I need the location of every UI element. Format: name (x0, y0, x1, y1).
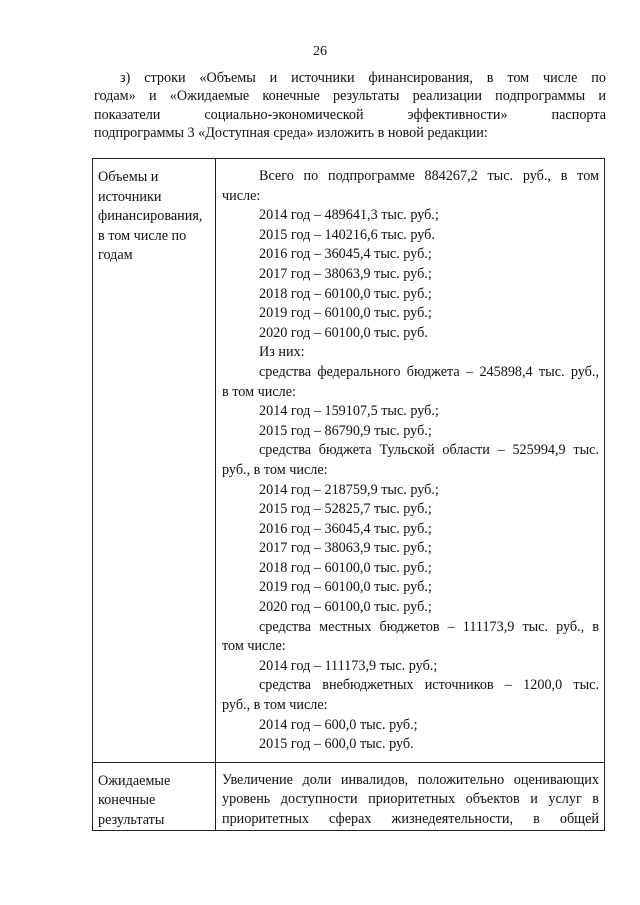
financing-line: 2018 год – 60100,0 тыс. руб.; (259, 285, 432, 302)
financing-line: 2015 год – 86790,9 тыс. руб.; (259, 422, 432, 439)
table-row-results (93, 762, 605, 831)
page-number: 26 (313, 44, 327, 59)
intro-line: показатели социально-экономической эффективности» паспорта (94, 106, 606, 123)
financing-line: числе: (222, 187, 261, 204)
financing-line: руб., в том числе: (222, 461, 328, 478)
financing-value-cell (216, 159, 605, 763)
financing-line: в том числе: (222, 383, 296, 400)
results-line: приоритетных сферах жизнедеятельности, в общей (222, 811, 599, 827)
intro-line: з) строки «Объемы и источники финансирования, в том числе по (120, 70, 606, 86)
passport-table (92, 158, 605, 831)
financing-line: 2019 год – 60100,0 тыс. руб.; (259, 305, 432, 322)
financing-line: Всего по подпрограмме 884267,2 тыс. руб., в том (259, 168, 599, 184)
financing-lines (222, 167, 599, 755)
financing-line: 2017 год – 38063,9 тыс. руб.; (259, 265, 432, 282)
financing-line: средства внебюджетных источников – 1200,0 тыс. (259, 677, 599, 694)
financing-line: 2014 год – 600,0 тыс. руб.; (259, 716, 418, 733)
financing-line: 2015 год – 52825,7 тыс. руб.; (259, 501, 432, 518)
financing-line: средства бюджета Тульской области – 525994,9 тыс. (259, 442, 599, 459)
financing-line: средства местных бюджетов – 111173,9 тыс. руб., в (259, 618, 599, 635)
table-row-financing (93, 159, 605, 763)
financing-line: 2014 год – 218759,9 тыс. руб.; (259, 481, 439, 498)
intro-line: подпрограммы 3 «Доступная среда» изложить в новой редакции: (94, 124, 488, 141)
results-label-cell (93, 762, 216, 831)
financing-line: 2016 год – 36045,4 тыс. руб.; (259, 520, 432, 537)
intro-paragraph (94, 69, 606, 142)
financing-line: 2015 год – 600,0 тыс. руб. (259, 736, 414, 753)
financing-line: 2015 год – 140216,6 тыс. руб. (259, 226, 435, 243)
results-line: уровень доступности приоритетных объектов и услуг в (222, 791, 599, 808)
financing-line: 2018 год – 60100,0 тыс. руб.; (259, 559, 432, 576)
financing-line: 2014 год – 159107,5 тыс. руб.; (259, 403, 439, 420)
financing-line: 2020 год – 60100,0 тыс. руб. (259, 324, 428, 341)
financing-line: средства федерального бюджета – 245898,4 тыс. руб., (259, 363, 599, 380)
intro-line: годам» и «Ожидаемые конечные результаты реализации подпрограммы и (94, 88, 606, 105)
financing-line: 2017 год – 38063,9 тыс. руб.; (259, 540, 432, 557)
financing-label: Объемы и источники финансирования, в том числе по годам (98, 169, 203, 263)
financing-line: Из них: (259, 344, 305, 361)
financing-line: 2020 год – 60100,0 тыс. руб.; (259, 599, 432, 616)
financing-line: 2014 год – 489641,3 тыс. руб.; (259, 207, 439, 224)
results-label: Ожидаемые конечные результаты (98, 772, 171, 828)
results-line: Увеличение доли инвалидов, положительно оценивающих (222, 771, 599, 788)
financing-line: 2016 год – 36045,4 тыс. руб.; (259, 246, 432, 263)
financing-line: том числе: (222, 638, 286, 655)
financing-line: 2014 год – 111173,9 тыс. руб.; (259, 657, 438, 674)
results-value-cell (216, 762, 605, 831)
financing-label-cell (93, 159, 216, 763)
financing-line: 2019 год – 60100,0 тыс. руб.; (259, 579, 432, 596)
financing-line: руб., в том числе: (222, 697, 328, 714)
